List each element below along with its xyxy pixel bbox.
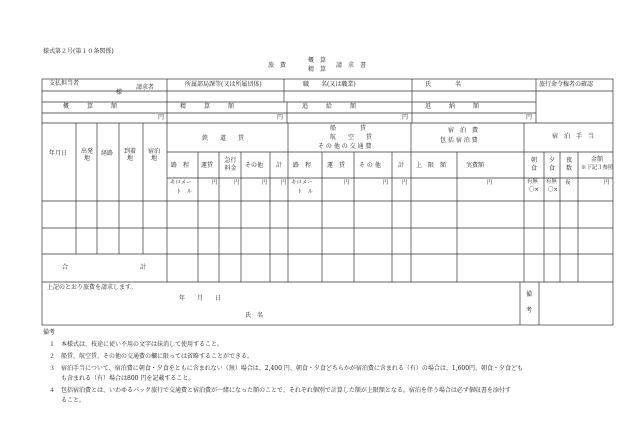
note-1-number: １ [49,341,56,348]
lodging-allowance-header: 宿 泊 手 当 [552,133,595,140]
rail-fare-group-header: 鉄 道 賃 [202,135,245,142]
ship-fare-sub-header: 運 賃 [327,162,346,169]
other-transport-header: そ の 他 の 交 通 費 [318,143,372,150]
settlement-yen: 円 [277,114,284,121]
note-3-number: ３ [49,365,56,372]
breakfast-header: 朝食 [530,157,537,172]
notes-heading: 備考 [43,329,56,336]
ship-km-unit: キロメー [291,180,313,186]
form-number: 様式第２号(第１０条関係) [43,48,114,55]
ship-distance-header: 路 程 [293,162,312,169]
breakfast-yes-no: 有無 [527,179,538,185]
ship-other-yen: 円 [383,180,389,186]
rail-km-unit: キロメー [170,180,192,186]
rail-total-header: 計 [276,162,283,169]
signer-name-label: 氏 名 [245,312,264,319]
limit-amount-header: 上 限 額 [416,162,447,169]
ship-other-header: そ の 他 [359,162,381,169]
total-label-left: 合 [62,264,69,271]
name-label: 氏 名 [425,81,462,88]
amount-yen: 円 [604,180,610,186]
lodging-place-column-header: 宿泊地 [147,148,160,163]
post-label: 職 名(又は職業) [303,81,356,88]
ship-fare-yen: 円 [344,180,350,186]
actual-cost-header: 実費額 [466,162,485,169]
express-fee-header: 急行料金 [224,157,237,172]
payer-honorific: 様 [116,89,123,96]
note-4-line-2: ること。 [61,397,86,404]
rail-fare-header: 運賃 [201,162,214,169]
title-estimate: 概 算 [308,57,327,64]
ship-total-header: 計 [398,162,405,169]
payer-label: 支払担当者 [49,80,80,87]
breakfast-mark: 〇× [529,187,539,193]
estimate-amount-label: 概 算 額 [63,103,118,110]
note-2: 船賃、航空賃、その他の交通費の欄に限っては省略することができる。 [61,353,254,360]
note-4-line-1: 包括宿泊費とは、いわゆるパック旅行で交通費と宿泊費が一緒になった額のことで、それぞれ個別で計算した額が上限額となる。宿泊を伴う場合は必ず個収書を添付す [61,387,511,394]
remarks-label-2: 考 [526,307,533,314]
note-3-line-2: も含まれる（有）場合は800 円を記載すること。 [61,375,195,382]
claim-statement: 上記のとおり旅費を請求します。 [47,284,137,291]
arrival-column-header: 到着地 [123,148,136,163]
title-travel-expense: 旅 費 [268,62,287,69]
ship-fare-header: 船 賃 [330,125,367,132]
rail-other-header: その他 [245,162,264,169]
actual-yen: 円 [487,180,493,186]
route-column-header: 経路 [101,150,114,157]
amount-note: ※下記３参照 [581,165,614,171]
refund-yen: 円 [526,114,533,121]
claim-date: 年 月 日 [179,295,222,302]
ship-km-unit-2: ト ル [297,189,314,195]
rail-km-unit-2: ト ル [176,189,193,195]
date-column-header: 年月日 [49,150,68,157]
departure-column-header: 出発地 [80,148,93,163]
estimate-yen: 円 [158,114,165,121]
amount-header: 金額 [591,156,604,163]
dinner-header: 夕食 [548,157,555,172]
rail-distance-header: 路 程 [171,162,190,169]
department-label: 所属部局課等(又は所属団体) [185,81,262,88]
nights-header: 夜数 [565,157,572,172]
rail-other-yen: 円 [262,180,268,186]
additional-amount-label: 追 給 額 [302,103,357,110]
ship-total-yen: 円 [402,180,408,186]
package-lodging-header: 包 括 宿 泊 費 [440,137,478,144]
note-1: 本様式は、枝途に従い不用の文字は抹消して使用すること。 [61,341,224,348]
approver-label: 旅行命令権者の確認 [539,81,594,88]
express-yen: 円 [234,180,240,186]
note-4-number: ４ [49,387,56,394]
requester-label: 請求者 [136,84,155,91]
title-claim: 請 求 書 [336,62,367,69]
remarks-label-1: 備 [526,291,533,298]
note-3-line-1: 宿泊手当について、宿泊費に朝食・夕食をともに含まれない（無）場合は、2,400 円、朝食・夕食どちらかが宿泊費に含まれる（有）の場合は、1,600円、朝食・夕食ども [61,365,524,372]
additional-yen: 円 [402,114,409,121]
dinner-yes-no: 有無 [546,179,557,185]
dinner-mark: 〇× [548,187,558,193]
lodging-fee-header: 宿 泊 費 [448,127,479,134]
note-2-number: ２ [49,353,56,360]
settlement-amount-label: 精 算 額 [180,103,235,110]
refund-amount-label: 返 納 額 [425,103,480,110]
rail-total-yen: 円 [281,180,287,186]
title-settlement: 精 算 [308,66,327,73]
air-fare-header: 航 空 賃 [330,134,373,141]
total-label-right: 計 [140,264,147,271]
rail-fare-yen: 円 [212,180,218,186]
night-unit: 夜 [565,180,571,186]
